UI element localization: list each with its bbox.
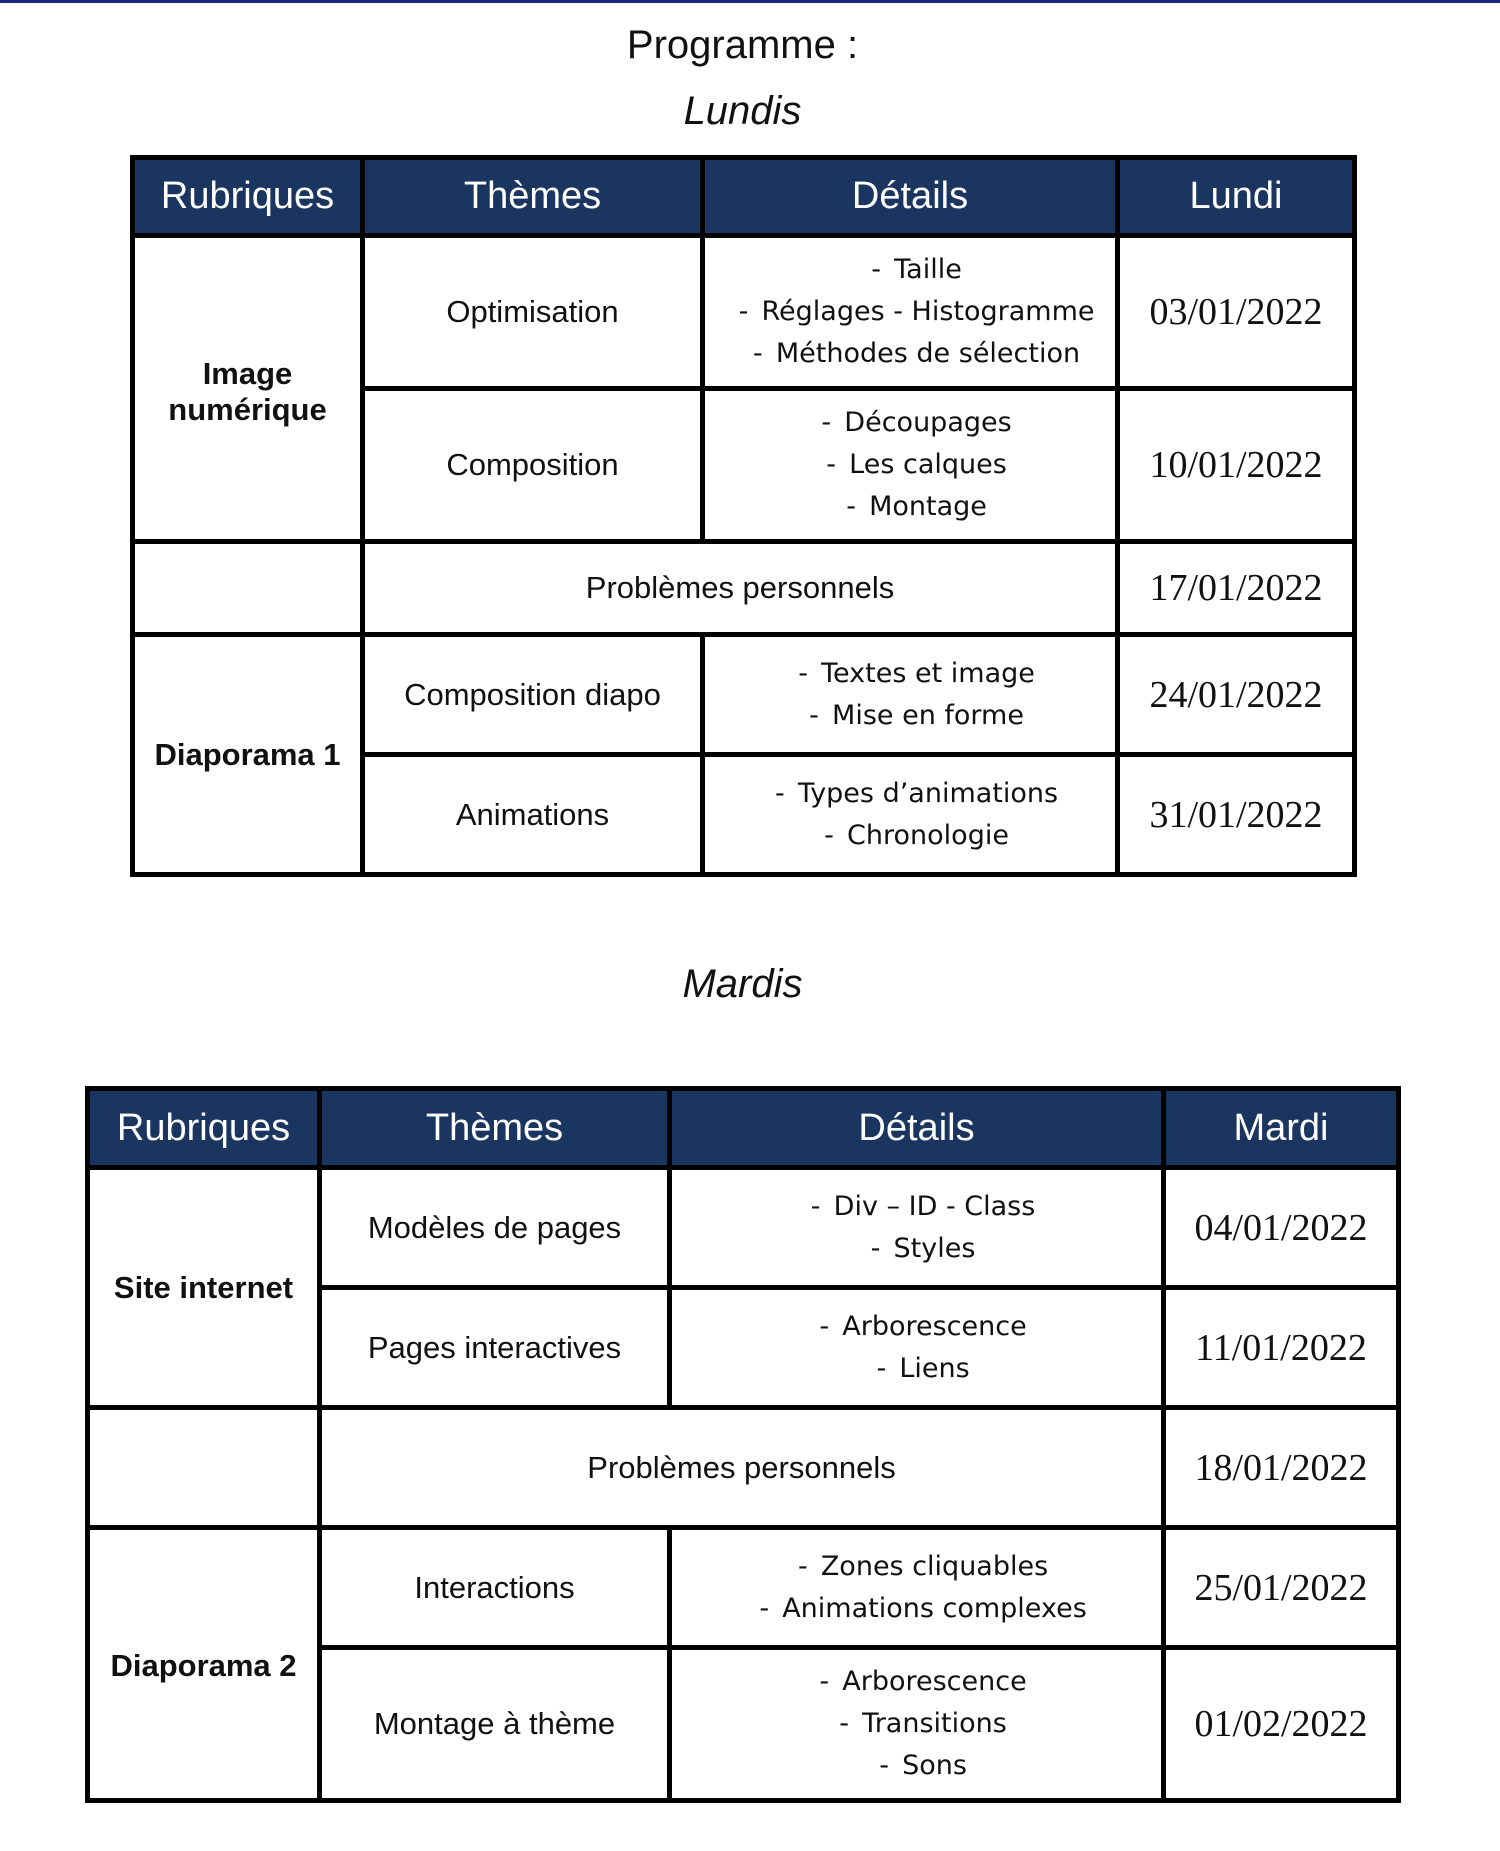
list-item: - Taille <box>871 254 962 285</box>
rubrique-site-internet: Site internet <box>88 1168 320 1408</box>
details-cell <box>703 389 1118 542</box>
table-row <box>88 1528 1399 1648</box>
list-item: - Montage <box>846 491 987 522</box>
details-cell <box>670 1168 1164 1288</box>
header-rubriques: Rubriques <box>133 158 363 236</box>
table-row <box>133 635 1355 755</box>
table-row <box>88 1408 1399 1528</box>
theme-cell: Composition diapo <box>363 635 703 755</box>
mardis-header-row <box>88 1089 1399 1168</box>
details-list <box>705 773 1115 857</box>
theme-cell: Optimisation <box>363 236 703 389</box>
list-item: - Types d’animations <box>775 777 1059 809</box>
header-details: Détails <box>703 158 1118 236</box>
list-item: - Réglages - Histogramme <box>738 296 1095 327</box>
list-item: - Découpages <box>821 407 1012 438</box>
empty-rubrique-cell <box>88 1408 320 1528</box>
list-item: - Liens <box>876 1352 970 1384</box>
header-details: Détails <box>670 1089 1164 1168</box>
table-row <box>133 542 1355 635</box>
date-cell: 31/01/2022 <box>1118 755 1355 875</box>
details-cell <box>703 236 1118 389</box>
details-cell <box>703 635 1118 755</box>
theme-cell: Pages interactives <box>320 1288 670 1408</box>
list-item: - Chronologie <box>824 819 1009 851</box>
empty-rubrique-cell <box>133 542 363 635</box>
details-cell <box>670 1648 1164 1801</box>
list-item: - Textes et image <box>798 657 1035 689</box>
list-item: - Styles <box>870 1232 976 1264</box>
header-themes: Thèmes <box>363 158 703 236</box>
details-list <box>705 402 1115 528</box>
problemes-personnels-cell: Problèmes personnels <box>320 1408 1164 1528</box>
list-item: - Zones cliquables <box>797 1550 1049 1582</box>
theme-cell: Modèles de pages <box>320 1168 670 1288</box>
date-cell: 04/01/2022 <box>1164 1168 1399 1288</box>
mardis-heading: Mardis <box>682 962 803 1006</box>
table-row <box>133 236 1355 389</box>
date-cell: 18/01/2022 <box>1164 1408 1399 1528</box>
lundis-heading: Lundis <box>683 89 802 133</box>
theme-cell: Interactions <box>320 1528 670 1648</box>
date-cell: 24/01/2022 <box>1118 635 1355 755</box>
header-themes: Thèmes <box>320 1089 670 1168</box>
list-item: - Div – ID - Class <box>810 1190 1036 1222</box>
date-cell: 17/01/2022 <box>1118 542 1355 635</box>
date-cell: 10/01/2022 <box>1118 389 1355 542</box>
details-cell <box>670 1528 1164 1648</box>
theme-cell: Animations <box>363 755 703 875</box>
date-cell: 01/02/2022 <box>1164 1648 1399 1801</box>
date-cell: 11/01/2022 <box>1164 1288 1399 1408</box>
theme-cell: Montage à thème <box>320 1648 670 1801</box>
details-list <box>705 249 1115 375</box>
list-item: - Transitions <box>839 1708 1007 1739</box>
header-mardi: Mardi <box>1164 1089 1399 1168</box>
list-item: - Mise en forme <box>809 699 1024 731</box>
details-cell <box>670 1288 1164 1408</box>
details-list <box>705 653 1115 737</box>
header-lundi: Lundi <box>1118 158 1355 236</box>
rubrique-image-numerique: Image numérique <box>133 236 363 542</box>
lundis-header-row <box>133 158 1355 236</box>
date-cell: 25/01/2022 <box>1164 1528 1399 1648</box>
table-row <box>88 1168 1399 1288</box>
details-cell <box>703 755 1118 875</box>
details-list <box>672 1186 1161 1270</box>
lundis-table <box>130 155 1357 877</box>
list-item: - Méthodes de sélection <box>753 338 1081 369</box>
top-border-line <box>0 0 1500 3</box>
header-rubriques: Rubriques <box>88 1089 320 1168</box>
list-item: - Les calques <box>826 449 1007 480</box>
rubrique-diaporama-1: Diaporama 1 <box>133 635 363 875</box>
date-cell: 03/01/2022 <box>1118 236 1355 389</box>
list-item: - Sons <box>879 1750 967 1781</box>
list-item: - Arborescence <box>819 1310 1027 1342</box>
page-title: Programme : <box>626 23 859 67</box>
problemes-personnels-cell: Problèmes personnels <box>363 542 1118 635</box>
mardis-table <box>85 1086 1401 1803</box>
details-list <box>672 1661 1161 1787</box>
details-list <box>672 1546 1161 1630</box>
rubrique-diaporama-2: Diaporama 2 <box>88 1528 320 1801</box>
theme-cell: Composition <box>363 389 703 542</box>
details-list <box>672 1306 1161 1390</box>
list-item: - Arborescence <box>819 1666 1027 1697</box>
list-item: - Animations complexes <box>759 1592 1087 1624</box>
